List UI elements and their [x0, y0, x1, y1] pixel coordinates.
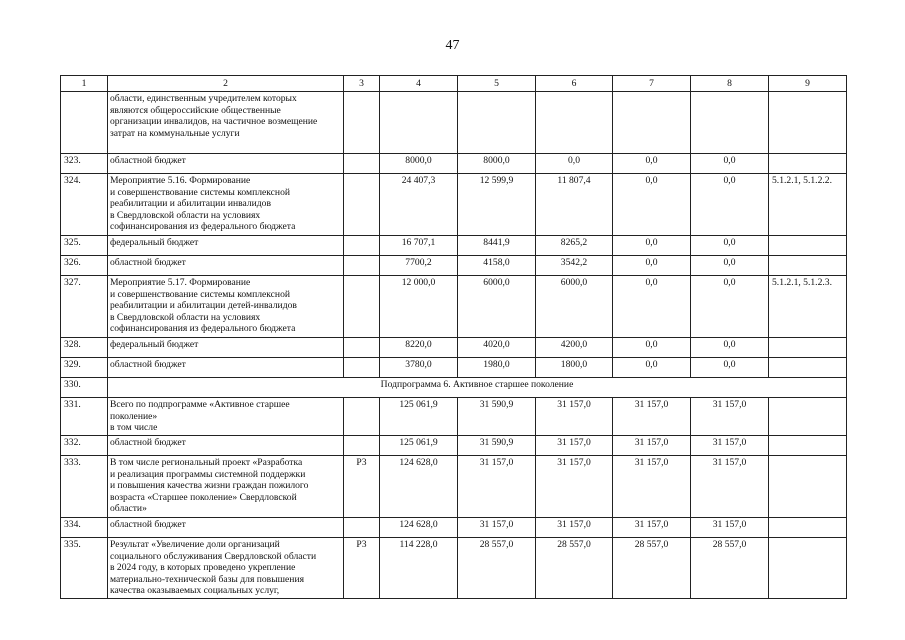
column-header: 6: [536, 76, 613, 92]
row-reference: [769, 338, 847, 358]
cell-value-4: 124 628,0: [380, 456, 458, 518]
cell-value-8: [691, 92, 769, 154]
row-name: областной бюджет: [108, 436, 344, 456]
row-number: 330.: [61, 378, 108, 398]
row-reference: [769, 456, 847, 518]
row-number: 334.: [61, 518, 108, 538]
cell-value-5: 31 157,0: [458, 456, 536, 518]
row-reference: [769, 256, 847, 276]
cell-value-4: 114 228,0: [380, 538, 458, 599]
row-code: [344, 236, 380, 256]
cell-value-8: 0,0: [691, 174, 769, 236]
row-number: [61, 92, 108, 154]
cell-value-8: 0,0: [691, 276, 769, 338]
cell-value-7: 31 157,0: [613, 518, 691, 538]
row-code: [344, 174, 380, 236]
row-name: федеральный бюджет: [108, 338, 344, 358]
table-row: [61, 276, 847, 338]
table-row: [61, 174, 847, 236]
cell-value-5: [458, 92, 536, 154]
cell-value-7: 0,0: [613, 154, 691, 174]
cell-value-4: 12 000,0: [380, 276, 458, 338]
cell-value-7: 0,0: [613, 256, 691, 276]
table-row: [61, 338, 847, 358]
cell-value-5: 8000,0: [458, 154, 536, 174]
row-reference: [769, 436, 847, 456]
table-row: [61, 154, 847, 174]
row-number: 331.: [61, 398, 108, 436]
cell-value-7: 0,0: [613, 358, 691, 378]
row-number: 335.: [61, 538, 108, 599]
row-reference: [769, 398, 847, 436]
row-code: [344, 276, 380, 338]
cell-value-6: 31 157,0: [536, 398, 613, 436]
cell-value-7: 31 157,0: [613, 436, 691, 456]
row-name: областной бюджет: [108, 256, 344, 276]
column-header: 3: [344, 76, 380, 92]
cell-value-8: 0,0: [691, 358, 769, 378]
row-number: 328.: [61, 338, 108, 358]
cell-value-7: 0,0: [613, 276, 691, 338]
cell-value-8: 0,0: [691, 338, 769, 358]
row-reference: [769, 518, 847, 538]
cell-value-6: 31 157,0: [536, 436, 613, 456]
row-number: 332.: [61, 436, 108, 456]
row-number: 326.: [61, 256, 108, 276]
cell-value-6: [536, 92, 613, 154]
column-header: 8: [691, 76, 769, 92]
table-row: [61, 358, 847, 378]
section-title: Подпрограмма 6. Активное старшее поколение: [108, 378, 847, 398]
table-row: [61, 518, 847, 538]
row-code: Р3: [344, 456, 380, 518]
cell-value-8: 28 557,0: [691, 538, 769, 599]
table-row: [61, 92, 847, 154]
cell-value-7: 31 157,0: [613, 398, 691, 436]
table-row: [61, 256, 847, 276]
cell-value-6: 28 557,0: [536, 538, 613, 599]
row-reference: [769, 92, 847, 154]
row-reference: 5.1.2.1, 5.1.2.2.: [769, 174, 847, 236]
cell-value-8: 31 157,0: [691, 436, 769, 456]
row-name: Результат «Увеличение доли организаций социального обслуживания Свердловской области в 2024 году, в которых проведено укрепление материально-технической базы для повышения качества оказываемых социальных услуг,: [108, 538, 344, 599]
table-row: [61, 236, 847, 256]
column-header: 5: [458, 76, 536, 92]
row-reference: [769, 358, 847, 378]
row-number: 323.: [61, 154, 108, 174]
column-header: 2: [108, 76, 344, 92]
cell-value-4: 24 407,3: [380, 174, 458, 236]
row-name: федеральный бюджет: [108, 236, 344, 256]
cell-value-7: [613, 92, 691, 154]
cell-value-6: 0,0: [536, 154, 613, 174]
row-reference: 5.1.2.1, 5.1.2.3.: [769, 276, 847, 338]
column-header: 4: [380, 76, 458, 92]
row-number: 324.: [61, 174, 108, 236]
cell-value-4: [380, 92, 458, 154]
row-code: [344, 398, 380, 436]
row-name: областной бюджет: [108, 358, 344, 378]
cell-value-6: 31 157,0: [536, 456, 613, 518]
cell-value-6: 11 807,4: [536, 174, 613, 236]
row-code: [344, 518, 380, 538]
cell-value-5: 4158,0: [458, 256, 536, 276]
row-name: областной бюджет: [108, 154, 344, 174]
cell-value-5: 12 599,9: [458, 174, 536, 236]
cell-value-8: 31 157,0: [691, 398, 769, 436]
row-code: Р3: [344, 538, 380, 599]
cell-value-5: 28 557,0: [458, 538, 536, 599]
cell-value-6: 4200,0: [536, 338, 613, 358]
cell-value-7: 0,0: [613, 236, 691, 256]
row-code: [344, 154, 380, 174]
cell-value-8: 0,0: [691, 236, 769, 256]
cell-value-7: 0,0: [613, 174, 691, 236]
cell-value-8: 31 157,0: [691, 456, 769, 518]
row-reference: [769, 538, 847, 599]
section-row: [61, 378, 847, 398]
row-reference: [769, 154, 847, 174]
table-row: [61, 538, 847, 599]
table-header-row: [61, 76, 847, 92]
cell-value-5: 31 590,9: [458, 436, 536, 456]
cell-value-8: 0,0: [691, 256, 769, 276]
cell-value-4: 3780,0: [380, 358, 458, 378]
row-name: области, единственным учредителем которых являются общероссийские общественные организации инвалидов, на частичное возмещение затрат на коммунальные услуги: [108, 92, 344, 154]
row-name: Мероприятие 5.16. Формирование и совершенствование системы комплексной реабилитации и абилитации инвалидов в Свердловской области на условиях софинансирования из федерального бюджета: [108, 174, 344, 236]
cell-value-5: 4020,0: [458, 338, 536, 358]
page-number: 47: [445, 38, 460, 53]
row-number: 327.: [61, 276, 108, 338]
cell-value-4: 8000,0: [380, 154, 458, 174]
row-number: 325.: [61, 236, 108, 256]
row-code: [344, 92, 380, 154]
cell-value-4: 8220,0: [380, 338, 458, 358]
cell-value-4: 125 061,9: [380, 398, 458, 436]
column-header: 1: [61, 76, 108, 92]
cell-value-5: 1980,0: [458, 358, 536, 378]
column-header: 7: [613, 76, 691, 92]
cell-value-5: 31 157,0: [458, 518, 536, 538]
row-name: Всего по подпрограмме «Активное старшее поколение» в том числе: [108, 398, 344, 436]
row-number: 333.: [61, 456, 108, 518]
cell-value-4: 7700,2: [380, 256, 458, 276]
cell-value-6: 3542,2: [536, 256, 613, 276]
row-name: В том числе региональный проект «Разработка и реализация программы системной поддержки и повышения качества жизни граждан пожилого возраста «Старшее поколение» Свердловской области»: [108, 456, 344, 518]
cell-value-6: 6000,0: [536, 276, 613, 338]
cell-value-4: 16 707,1: [380, 236, 458, 256]
cell-value-7: 28 557,0: [613, 538, 691, 599]
cell-value-8: 0,0: [691, 154, 769, 174]
cell-value-4: 124 628,0: [380, 518, 458, 538]
cell-value-6: 8265,2: [536, 236, 613, 256]
table-row: [61, 456, 847, 518]
cell-value-4: 125 061,9: [380, 436, 458, 456]
cell-value-6: 1800,0: [536, 358, 613, 378]
row-code: [344, 256, 380, 276]
cell-value-5: 6000,0: [458, 276, 536, 338]
row-reference: [769, 236, 847, 256]
cell-value-5: 8441,9: [458, 236, 536, 256]
cell-value-5: 31 590,9: [458, 398, 536, 436]
row-name: областной бюджет: [108, 518, 344, 538]
row-code: [344, 358, 380, 378]
cell-value-7: 0,0: [613, 338, 691, 358]
row-code: [344, 338, 380, 358]
budget-table: [60, 75, 847, 599]
cell-value-7: 31 157,0: [613, 456, 691, 518]
column-header: 9: [769, 76, 847, 92]
cell-value-8: 31 157,0: [691, 518, 769, 538]
table-row: [61, 436, 847, 456]
row-code: [344, 436, 380, 456]
cell-value-6: 31 157,0: [536, 518, 613, 538]
row-number: 329.: [61, 358, 108, 378]
row-name: Мероприятие 5.17. Формирование и совершенствование системы комплексной реабилитации и абилитации детей-инвалидов в Свердловской области на условиях софинансирования из федерального бюджета: [108, 276, 344, 338]
table-row: [61, 398, 847, 436]
